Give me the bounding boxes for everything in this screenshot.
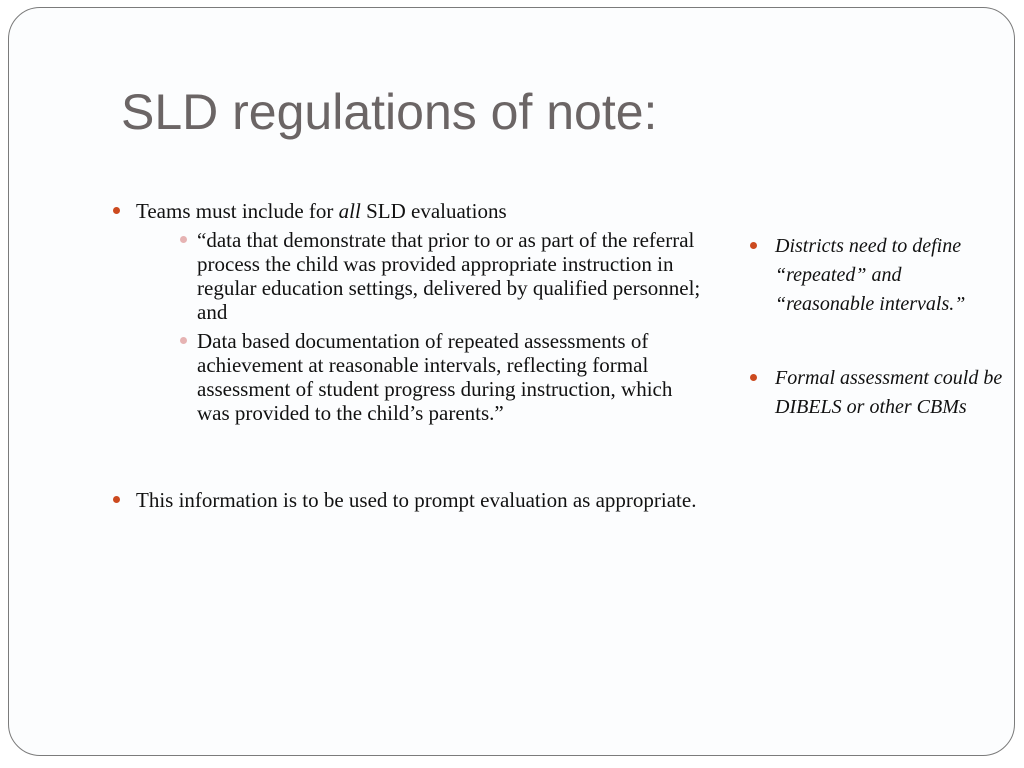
side-bullet-formal-assessment: [775, 364, 1005, 422]
sub-bullet-text: “data that demonstrate that prior to or as part of the referral process the child was provided appropriate instruction in regular education settings, delivered by qualified personnel; and: [197, 228, 701, 324]
sub-bullet-dot-icon: [180, 236, 187, 243]
bullet-text: This information is to be used to prompt evaluation as appropriate.: [136, 488, 697, 512]
bullet-dot-icon: [750, 242, 757, 249]
sub-bullet-data-based-documentation: [197, 329, 707, 425]
side-bullet-text: Formal assessment could be DIBELS or other CBMs: [775, 367, 1003, 418]
bullet-text-after: SLD evaluations: [360, 199, 507, 223]
side-bullet-text: Districts need to define “repeated” and “reasonable intervals.”: [775, 235, 966, 315]
bullet-text-emphasis: all: [338, 199, 361, 223]
bullet-information-prompt: [136, 488, 706, 512]
sub-bullet-data-demonstrate: [197, 228, 707, 324]
sub-bullet-text: Data based documentation of repeated assessments of achievement at reasonable intervals, reflecting formal assessment of student progress during instruction, which was provided to the child’s parents.”: [197, 329, 673, 425]
sub-bullet-dot-icon: [180, 337, 187, 344]
side-bullet-districts-define: [775, 232, 1005, 319]
slide-title: SLD regulations of note:: [121, 84, 658, 140]
bullet-dot-icon: [113, 207, 120, 214]
bullet-dot-icon: [750, 374, 757, 381]
bullet-dot-icon: [113, 496, 120, 503]
bullet-text-before: Teams must include for: [136, 199, 339, 223]
slide-frame: [8, 7, 1015, 756]
bullet-teams-must-include: [136, 199, 696, 223]
